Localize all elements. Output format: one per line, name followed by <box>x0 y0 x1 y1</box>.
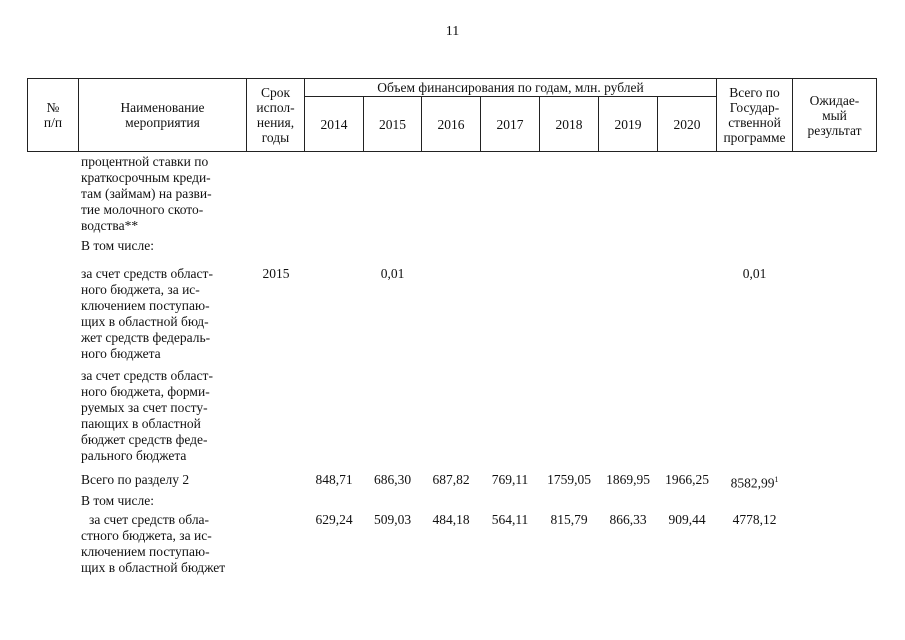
row-value-2017: 769,11 <box>491 472 529 487</box>
header-year: 2020 <box>673 116 701 132</box>
text-line: стного бюджета, за ис- <box>81 528 212 543</box>
header-text: ственной <box>728 115 781 130</box>
row-value-2016: 687,82 <box>432 472 470 487</box>
row-value-2018: 1759,05 <box>547 472 591 487</box>
header-text: № <box>46 100 60 115</box>
header-name-cell <box>78 78 247 152</box>
header-text: мый <box>822 107 847 123</box>
header-year: 2014 <box>320 116 348 132</box>
row-value-2019: 866,33 <box>609 512 647 527</box>
row-total-value <box>716 472 793 492</box>
header-text: Объем финансирования по годам, млн. рублей <box>377 80 644 95</box>
text-line: руемых за счет посту- <box>81 400 208 415</box>
text-line: бюджет средств феде- <box>81 432 208 447</box>
header-text: Наименование <box>120 100 205 115</box>
header-text: нения, <box>256 115 295 130</box>
row-value-2019: 1869,95 <box>606 472 650 487</box>
header-year: 2018 <box>555 116 583 132</box>
header-year: 2015 <box>379 116 406 132</box>
header-number-cell <box>27 78 79 152</box>
text-line: ного бюджета <box>81 346 161 361</box>
text-line: тие молочного ското- <box>81 202 204 217</box>
row-total-value: 4778,12 <box>732 512 777 527</box>
header-year-cell <box>657 96 717 152</box>
header-year-cell <box>598 96 658 152</box>
header-text: Всего по <box>729 85 780 100</box>
row-value-2020: 1966,25 <box>665 472 709 487</box>
row-value-2018: 815,79 <box>550 512 588 527</box>
header-text: п/п <box>43 115 63 130</box>
header-year-cell <box>304 96 364 152</box>
page-number: 11 <box>445 24 460 39</box>
text-line: водства** <box>81 218 139 233</box>
text-line: за счет средств обла- <box>89 512 210 527</box>
header-year-cell <box>539 96 599 152</box>
header-text: годы <box>261 130 290 145</box>
header-total-cell <box>716 78 793 152</box>
row-value-2020: 909,44 <box>668 512 706 527</box>
header-term-cell <box>246 78 305 152</box>
text-line: процентной ставки по <box>81 154 209 169</box>
header-text: Ожидае- <box>809 92 860 108</box>
row-value-2014: 848,71 <box>315 472 353 487</box>
text-line: ного бюджета, за ис- <box>81 282 200 297</box>
header-year: 2019 <box>614 116 642 132</box>
row-including-label: В том числе: <box>81 493 154 508</box>
row-value-2016: 484,18 <box>432 512 470 527</box>
row-total-value: 0,01 <box>742 266 767 281</box>
header-year-cell <box>421 96 481 152</box>
header-result-cell <box>792 78 877 152</box>
header-year: 2016 <box>437 116 465 132</box>
total-number: 8582,99 <box>730 475 775 491</box>
header-year-cell <box>480 96 540 152</box>
header-text: мероприятия <box>125 115 200 130</box>
row-value-2017: 564,11 <box>491 512 529 527</box>
footnote-mark: 1 <box>774 475 779 484</box>
header-text: Государ- <box>729 100 780 115</box>
text-line: за счет средств област- <box>81 368 213 383</box>
row-federal-funds-name <box>81 368 244 464</box>
text-line: пающих в областной <box>81 416 201 431</box>
header-text: результат <box>807 122 862 138</box>
text-line: ключением поступаю- <box>81 544 210 559</box>
text-line: ключением поступаю- <box>81 298 210 313</box>
row-regional-budget-name <box>81 512 244 576</box>
text-line: щих в областной бюджет <box>81 560 226 575</box>
text-line: краткосрочным креди- <box>81 170 211 185</box>
text-line: там (займам) на разви- <box>81 186 212 201</box>
row-continued-name <box>81 154 244 234</box>
row-value-2015: 509,03 <box>373 512 412 527</box>
header-text: программе <box>723 130 786 145</box>
row-term-value: 2015 <box>262 266 290 281</box>
header-text: испол- <box>256 100 295 115</box>
row-including-label: В том числе: <box>81 238 154 253</box>
text-line: рального бюджета <box>81 448 187 463</box>
header-year: 2017 <box>496 116 524 132</box>
header-funding-cell <box>304 78 717 97</box>
text-line: щих в областной бюд- <box>81 314 209 329</box>
row-section-total-label: Всего по разделу 2 <box>81 472 190 487</box>
row-value-2014: 629,24 <box>315 512 353 527</box>
row-regional-budget-name <box>81 266 244 362</box>
text-line: ного бюджета, форми- <box>81 384 210 399</box>
row-value-2015: 0,01 <box>380 266 405 281</box>
header-text: Срок <box>260 85 291 100</box>
text-line: за счет средств област- <box>81 266 213 281</box>
text-line: жет средств федераль- <box>81 330 211 345</box>
row-value-2015: 686,30 <box>373 472 412 487</box>
header-year-cell <box>363 96 422 152</box>
